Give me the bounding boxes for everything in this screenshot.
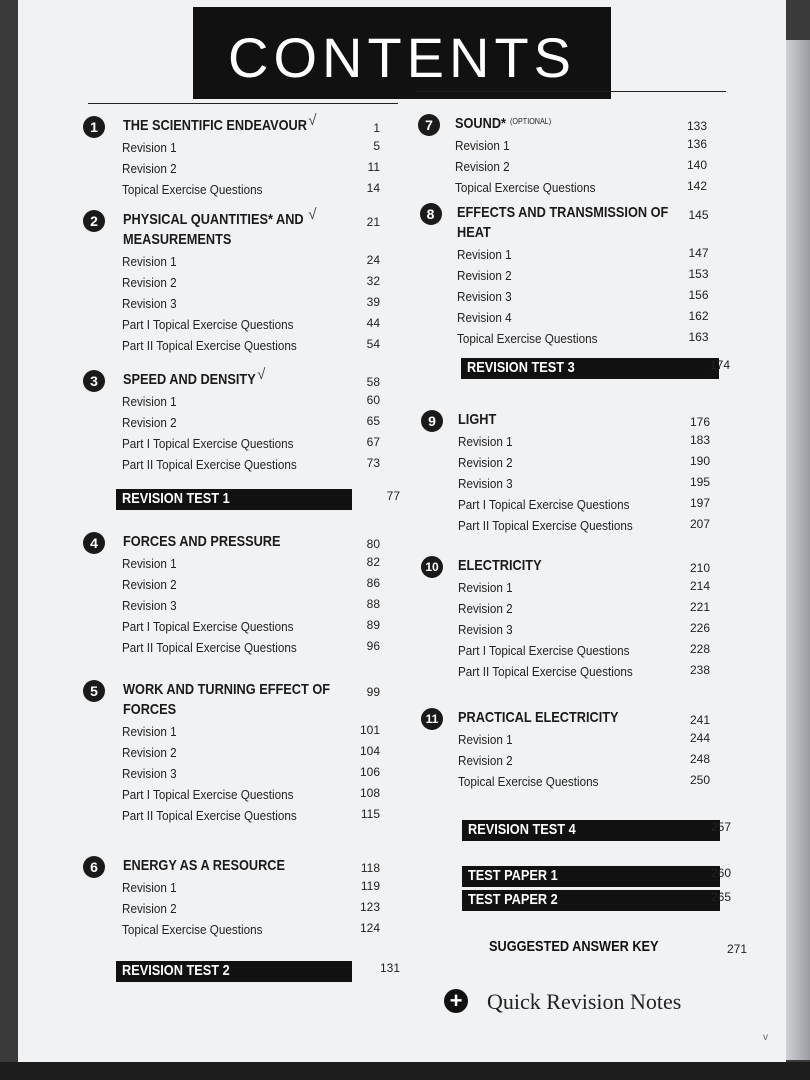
page-ref: 5 — [373, 139, 380, 153]
chapter-title: PRACTICAL ELECTRICITY — [458, 709, 619, 726]
page-ref: 65 — [366, 414, 380, 428]
page-ref: 119 — [360, 879, 380, 893]
answer-key-heading: SUGGESTED ANSWER KEY — [489, 938, 659, 955]
toc-entry: Revision 2 — [458, 455, 513, 470]
revision-band — [462, 866, 720, 887]
toc-entry: Revision 1 — [458, 732, 513, 747]
chapter-number: 1 — [83, 116, 105, 138]
page-ref: 39 — [366, 295, 380, 309]
toc-entry: Revision 2 — [456, 268, 512, 283]
toc-entry: Revision 3 — [122, 296, 177, 311]
page-ref: 67 — [366, 435, 380, 449]
toc-entry: Revision 1 — [122, 724, 177, 739]
band-label: REVISION TEST 3 — [467, 359, 575, 376]
page-ref: 140 — [686, 158, 707, 172]
chapter-number: 5 — [83, 680, 105, 702]
page-ref: 21 — [366, 215, 380, 229]
toc-entry: Part II Topical Exercise Questions — [458, 664, 633, 679]
page-ref: 156 — [688, 288, 709, 302]
check-mark: √ — [308, 206, 317, 223]
chapter-title: FORCES — [123, 701, 177, 718]
chapter-number: 4 — [83, 532, 105, 554]
page-ref: 101 — [359, 723, 380, 737]
page-ref: 77 — [386, 489, 400, 503]
toc-entry: Topical Exercise Questions — [122, 182, 263, 197]
page-ref: 197 — [689, 496, 710, 510]
chapter-title: SPEED AND DENSITY — [123, 371, 256, 388]
toc-entry: Revision 1 — [458, 434, 513, 449]
chapter-title: PHYSICAL QUANTITIES* AND — [123, 211, 304, 228]
quick-revision-notes: Quick Revision Notes — [487, 989, 682, 1014]
title-rule — [416, 91, 726, 92]
toc-entry: Topical Exercise Questions — [456, 331, 597, 346]
page-ref: 257 — [710, 820, 731, 834]
page-ref: 207 — [689, 517, 710, 531]
toc-entry: Revision 2 — [122, 745, 177, 760]
page-ref: 244 — [689, 731, 710, 745]
band-label: REVISION TEST 1 — [122, 490, 230, 507]
chapter-title: HEAT — [456, 224, 491, 241]
toc-entry: Part I Topical Exercise Questions — [122, 317, 294, 332]
toc-entry: Revision 1 — [455, 138, 510, 153]
page-ref: 153 — [688, 267, 709, 281]
page-ref: 162 — [688, 309, 709, 323]
page-ref: 54 — [366, 337, 380, 351]
page-title: CONTENTS — [228, 26, 576, 89]
page-ref: 265 — [710, 890, 731, 904]
band-label: REVISION TEST 4 — [468, 821, 576, 838]
page-ref: 96 — [366, 639, 380, 653]
chapter-title: ELECTRICITY — [458, 557, 542, 574]
chapter-number: 9 — [421, 410, 443, 432]
page-ref: 142 — [686, 179, 707, 193]
chapter-number: 7 — [418, 114, 440, 136]
toc-entry: Revision 3 — [122, 766, 177, 781]
table-surface — [0, 1062, 810, 1080]
check-mark: √ — [308, 112, 317, 129]
page-ref: 60 — [366, 393, 380, 407]
toc-entry: Part I Topical Exercise Questions — [122, 436, 294, 451]
toc-entry: Revision 2 — [122, 275, 177, 290]
page-ref: 195 — [689, 475, 710, 489]
toc-entry: Revision 1 — [122, 254, 177, 269]
page-ref: 82 — [366, 555, 380, 569]
toc-entry: Revision 1 — [458, 580, 513, 595]
chapter-title: SOUND* — [455, 115, 507, 132]
page-ref: 174 — [709, 358, 730, 372]
revision-band — [461, 358, 719, 379]
page-ref: 88 — [366, 597, 380, 611]
page-ref: 147 — [688, 246, 709, 260]
page-ref: 133 — [686, 119, 707, 133]
chapter-title: THE SCIENTIFIC ENDEAVOUR — [123, 117, 307, 134]
chapter-title: EFFECTS AND TRANSMISSION OF — [456, 204, 668, 221]
page-ref: 1 — [373, 121, 380, 135]
toc-entry: Revision 1 — [456, 247, 512, 262]
page-ref: 250 — [689, 773, 710, 787]
toc-entry: Topical Exercise Questions — [122, 922, 263, 937]
toc-entry: Revision 1 — [122, 140, 177, 155]
page-ref: 248 — [689, 752, 710, 766]
band-label: TEST PAPER 2 — [468, 891, 558, 908]
revision-band — [116, 489, 352, 510]
toc-entry: Revision 1 — [122, 880, 177, 895]
toc-entry: Revision 3 — [456, 289, 512, 304]
page-ref: 108 — [359, 786, 380, 800]
page-ref: 241 — [689, 713, 710, 727]
chapter-number: 2 — [83, 210, 105, 232]
toc-entry: Revision 2 — [122, 415, 177, 430]
page-ref: 221 — [689, 600, 710, 614]
toc-entry: Revision 2 — [122, 577, 177, 592]
page-ref: 136 — [686, 137, 707, 151]
page-edge — [786, 40, 810, 1060]
page-ref: 163 — [688, 330, 709, 344]
page-ref: 115 — [360, 807, 380, 821]
band-label: REVISION TEST 2 — [122, 962, 230, 979]
toc-entry: Revision 3 — [458, 476, 513, 491]
chapter-number: 11 — [421, 708, 443, 730]
page-ref: 210 — [689, 561, 710, 575]
toc-entry: Revision 1 — [122, 556, 177, 571]
toc-entry: Topical Exercise Questions — [458, 774, 599, 789]
toc-entry: Revision 2 — [458, 753, 513, 768]
revision-band — [116, 961, 352, 982]
page-ref: 118 — [360, 861, 380, 875]
page-ref: 176 — [689, 415, 710, 429]
page-ref: 145 — [688, 208, 709, 222]
page-ref: 131 — [379, 961, 400, 975]
page-ref: 190 — [689, 454, 710, 468]
page-ref: 58 — [366, 375, 380, 389]
toc-entry: Part II Topical Exercise Questions — [122, 338, 297, 353]
toc-entry: Revision 3 — [122, 598, 177, 613]
page-ref: 124 — [359, 921, 380, 935]
page-number: v — [763, 1032, 768, 1043]
toc-entry: Revision 2 — [455, 159, 510, 174]
chapter-title: LIGHT — [458, 411, 497, 428]
page-ref: 24 — [366, 253, 380, 267]
chapter-title: WORK AND TURNING EFFECT OF — [123, 681, 331, 698]
toc-entry: Revision 2 — [458, 601, 513, 616]
page-ref: 183 — [689, 433, 710, 447]
page-ref: 73 — [366, 456, 380, 470]
page-ref: 14 — [366, 181, 380, 195]
toc-entry: Part I Topical Exercise Questions — [458, 643, 630, 658]
revision-band — [462, 820, 720, 841]
check-mark: √ — [257, 366, 266, 383]
page-ref: 86 — [366, 576, 380, 590]
page-ref: 89 — [366, 618, 380, 632]
page-ref: 99 — [366, 685, 380, 699]
page-ref: 32 — [366, 274, 380, 288]
chapter-number: 3 — [83, 370, 105, 392]
chapter-title: FORCES AND PRESSURE — [123, 533, 281, 550]
revision-band — [462, 890, 720, 911]
chapter-number: 6 — [83, 856, 105, 878]
toc-entry: Part I Topical Exercise Questions — [458, 497, 630, 512]
toc-entry: Part II Topical Exercise Questions — [458, 518, 633, 533]
page-ref: 260 — [710, 866, 731, 880]
chapter-title: ENERGY AS A RESOURCE — [123, 857, 286, 874]
page-ref: 238 — [689, 663, 710, 677]
toc-entry: Part I Topical Exercise Questions — [122, 787, 294, 802]
optional-label: (OPTIONAL) — [510, 117, 552, 126]
toc-entry: Revision 1 — [122, 394, 177, 409]
plus-icon: + — [444, 989, 468, 1013]
page-ref: 104 — [359, 744, 380, 758]
toc-entry: Revision 4 — [456, 310, 512, 325]
page-ref: 123 — [359, 900, 380, 914]
chapter-number: 10 — [421, 556, 443, 578]
toc-entry: Part II Topical Exercise Questions — [122, 640, 297, 655]
toc-entry: Part II Topical Exercise Questions — [122, 457, 297, 472]
toc-entry: Revision 3 — [458, 622, 513, 637]
page-ref: 228 — [689, 642, 710, 656]
page-ref: 226 — [689, 621, 710, 635]
chapter-title: MEASUREMENTS — [123, 231, 232, 248]
page-ref: 44 — [366, 316, 380, 330]
toc-entry: Part II Topical Exercise Questions — [122, 808, 297, 823]
page-ref: 80 — [366, 537, 380, 551]
chapter-number: 8 — [420, 203, 442, 225]
page-ref: 11 — [367, 160, 380, 174]
page-ref: 106 — [359, 765, 380, 779]
page-ref: 271 — [726, 942, 747, 956]
page-ref: 214 — [689, 579, 710, 593]
toc-entry: Revision 2 — [122, 161, 177, 176]
title-rule — [88, 103, 398, 104]
toc-entry: Part I Topical Exercise Questions — [122, 619, 294, 634]
band-label: TEST PAPER 1 — [468, 867, 558, 884]
toc-entry: Revision 2 — [122, 901, 177, 916]
toc-entry: Topical Exercise Questions — [455, 180, 596, 195]
